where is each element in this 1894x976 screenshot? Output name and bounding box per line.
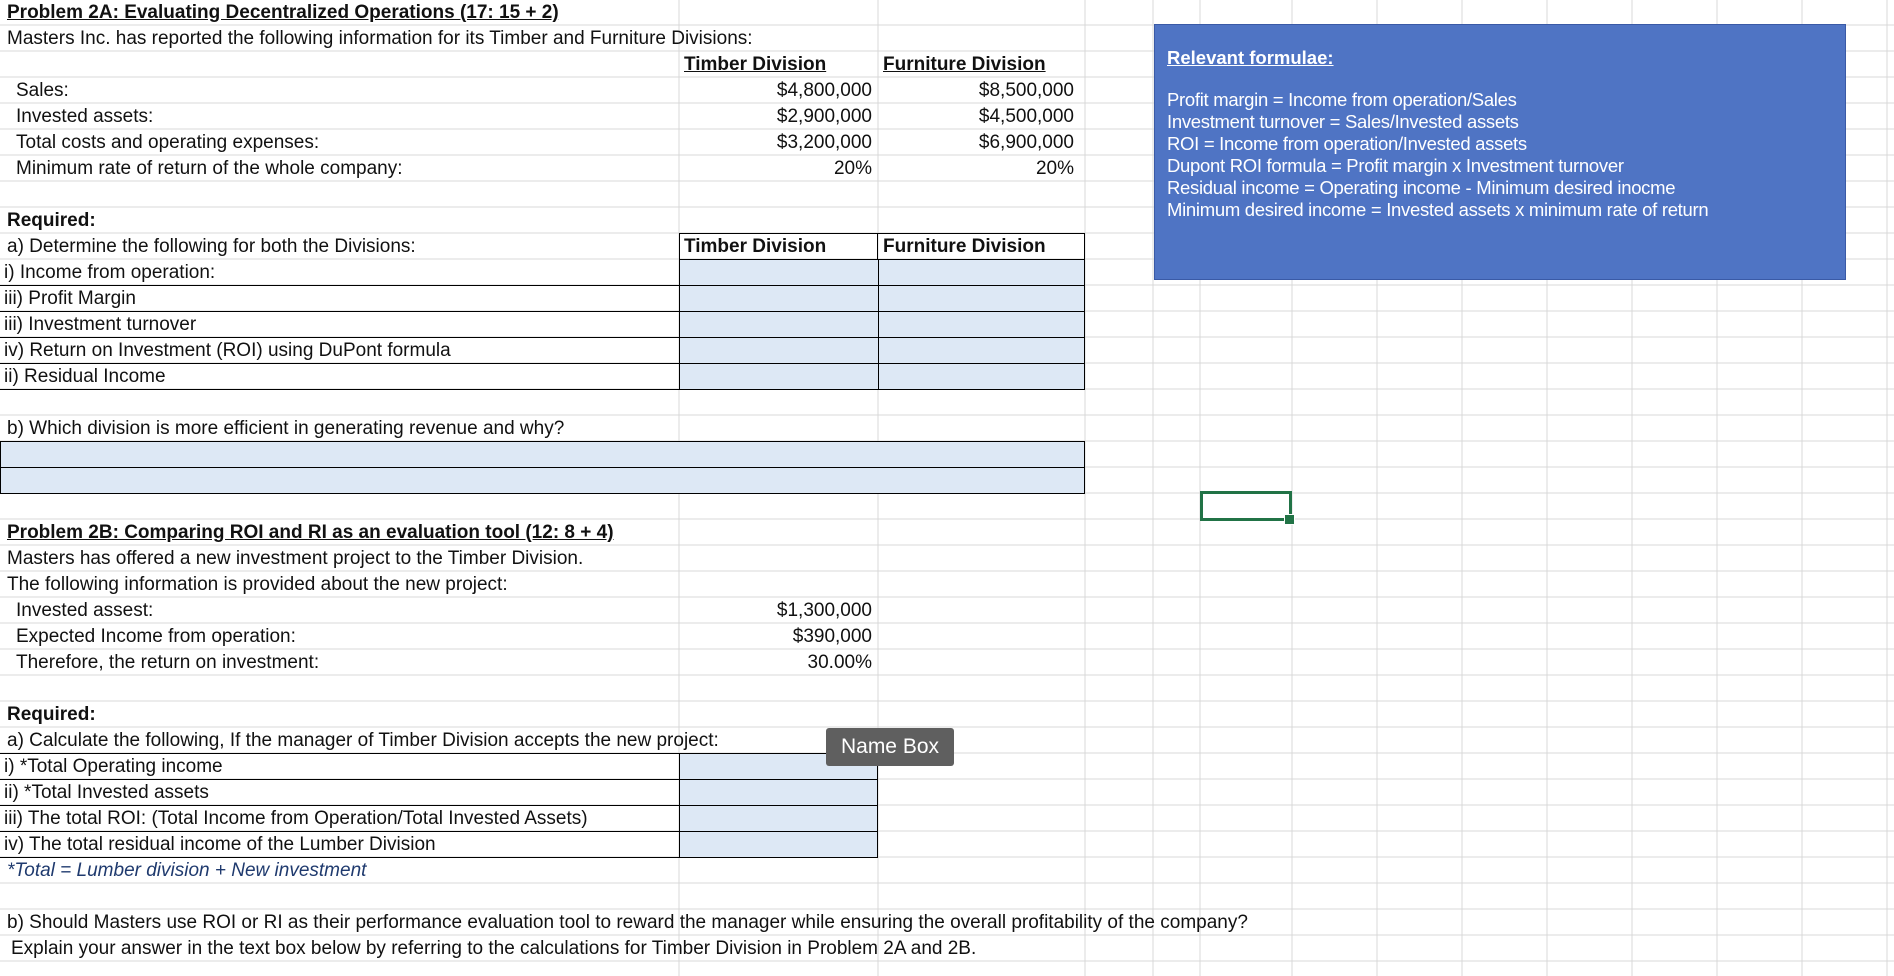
problem-2b-intro-2: The following information is provided about the new project:	[7, 574, 508, 595]
income-operation-furniture-input[interactable]	[878, 259, 1085, 286]
item-income-from-operation: i) Income from operation:	[4, 262, 216, 283]
profit-margin-furniture-input[interactable]	[878, 285, 1085, 312]
formulae-text-box[interactable]	[1154, 24, 1846, 280]
item-total-roi: iii) The total ROI: (Total Income from Operation/Total Invested Assets)	[4, 808, 588, 829]
return-on-investment-label: Therefore, the return on investment:	[16, 652, 320, 673]
min-rate-label: Minimum rate of return of the whole company:	[16, 158, 403, 179]
formula-profit-margin: Profit margin = Income from operation/Sales	[1167, 89, 1517, 110]
selected-cell[interactable]	[1200, 491, 1292, 521]
part-b-answer-row-1[interactable]	[0, 441, 1085, 468]
part-b-answer-row-2[interactable]	[0, 467, 1085, 494]
required-label-2b: Required:	[7, 704, 96, 725]
expected-income-label: Expected Income from operation:	[16, 626, 296, 647]
invested-assets-label: Invested assets:	[16, 106, 154, 127]
formula-investment-turnover: Investment turnover = Sales/Invested assets	[1167, 111, 1519, 132]
residual-income-furniture-input[interactable]	[878, 363, 1085, 390]
problem-2b-title: Problem 2B: Comparing ROI and RI as an evaluation tool (12: 8 + 4)	[7, 522, 614, 543]
item-total-residual-income: iv) The total residual income of the Lumber Division	[4, 834, 436, 855]
part-b-prompt-2b-line2: Explain your answer in the text box below by referring to the calculations for Timber Division in Problem 2A and 2B.	[11, 938, 977, 959]
part-a-prompt-2b: a) Calculate the following, If the manager of Timber Division accepts the new project:	[7, 730, 719, 751]
total-invested-assets-input[interactable]	[679, 779, 878, 806]
min-rate-furniture-value[interactable]: 20%	[1035, 158, 1074, 179]
sales-label: Sales:	[16, 80, 69, 101]
residual-income-timber-input[interactable]	[679, 363, 879, 390]
item-investment-turnover: iii) Investment turnover	[4, 314, 197, 335]
total-residual-income-input[interactable]	[679, 831, 878, 858]
part-a-prompt-2a: a) Determine the following for both the Divisions:	[7, 236, 416, 257]
problem-2a-intro: Masters Inc. has reported the following information for its Timber and Furniture Divisions:	[7, 28, 753, 49]
answer-header-timber: Timber Division	[684, 236, 827, 257]
timber-division-header: Timber Division	[684, 54, 827, 75]
formulae-title: Relevant formulae:	[1167, 47, 1334, 68]
formula-dupont: Dupont ROI formula = Profit margin x Investment turnover	[1167, 155, 1624, 176]
answer-header-furniture: Furniture Division	[883, 236, 1046, 257]
item-profit-margin: iii) Profit Margin	[4, 288, 136, 309]
required-label-2a: Required:	[7, 210, 96, 231]
investment-turnover-timber-input[interactable]	[679, 311, 879, 338]
total-roi-input[interactable]	[679, 805, 878, 832]
invested-assest-label: Invested assest:	[16, 600, 154, 621]
invested-assest-value[interactable]: $1,300,000	[776, 600, 872, 621]
part-b-prompt-2b-line1: b) Should Masters use ROI or RI as their performance evaluation tool to reward the manager while ensuring the overall profitability of the company?	[7, 912, 1248, 933]
min-rate-timber-value[interactable]: 20%	[833, 158, 872, 179]
total-note: *Total = Lumber division + New investment	[7, 860, 367, 881]
investment-turnover-furniture-input[interactable]	[878, 311, 1085, 338]
expected-income-value[interactable]: $390,000	[792, 626, 872, 647]
item-total-invested-assets: ii) *Total Invested assets	[4, 782, 209, 803]
invested-assets-timber-value[interactable]: $2,900,000	[776, 106, 872, 127]
formula-residual-income: Residual income = Operating income - Minimum desired inocme	[1167, 177, 1676, 198]
name-box-tooltip: Name Box	[826, 728, 954, 766]
item-roi-dupont: iv) Return on Investment (ROI) using DuPont formula	[4, 340, 451, 361]
total-costs-furniture-value[interactable]: $6,900,000	[978, 132, 1074, 153]
total-costs-timber-value[interactable]: $3,200,000	[776, 132, 872, 153]
formula-minimum-desired-income: Minimum desired income = Invested assets x minimum rate of return	[1167, 199, 1709, 220]
item-total-operating-income: i) *Total Operating income	[4, 756, 223, 777]
problem-2b-intro-1: Masters has offered a new investment project to the Timber Division.	[7, 548, 584, 569]
furniture-division-header: Furniture Division	[883, 54, 1046, 75]
total-costs-label: Total costs and operating expenses:	[16, 132, 320, 153]
profit-margin-timber-input[interactable]	[679, 285, 879, 312]
fill-handle[interactable]	[1284, 514, 1295, 525]
part-b-prompt-2a: b) Which division is more efficient in generating revenue and why?	[7, 418, 565, 439]
sales-furniture-value[interactable]: $8,500,000	[978, 80, 1074, 101]
item-residual-income: ii) Residual Income	[4, 366, 166, 387]
problem-2a-title: Problem 2A: Evaluating Decentralized Operations (17: 15 + 2)	[7, 2, 559, 23]
invested-assets-furniture-value[interactable]: $4,500,000	[978, 106, 1074, 127]
income-operation-timber-input[interactable]	[679, 259, 879, 286]
roi-furniture-input[interactable]	[878, 337, 1085, 364]
sales-timber-value[interactable]: $4,800,000	[776, 80, 872, 101]
formula-roi: ROI = Income from operation/Invested assets	[1167, 133, 1527, 154]
roi-timber-input[interactable]	[679, 337, 879, 364]
return-on-investment-value[interactable]: 30.00%	[807, 652, 872, 673]
